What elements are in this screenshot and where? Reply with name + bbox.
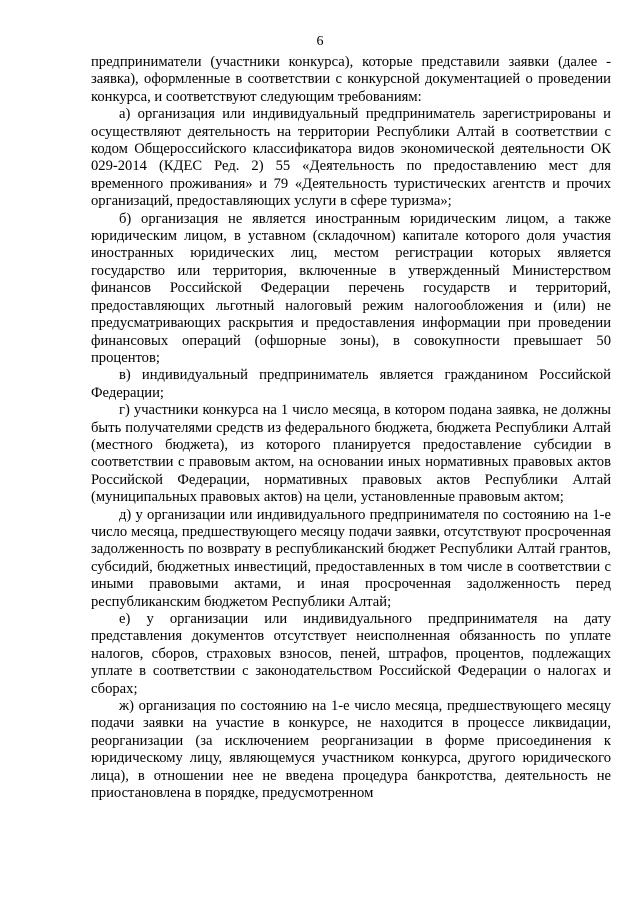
paragraph-intro: предприниматели (участники конкурса), которые представили заявки (далее - заявка), оформленные в соответствии с конкурсной документацией о проведении конкурса, и соответствуют следующим требованиям:	[91, 54, 611, 105]
paragraph-item-g: г) участники конкурса на 1 число месяца, в котором подана заявка, не должны быть получателями средств из федерального бюджета, бюджета Республики Алтай (местного бюджета), из которого планируется предоставление субсидии в соответствии с правовым актом, на основании иных нормативных правовых актов Российской Федерации, нормативных правовых актов Республики Алтай (муниципальных правовых актов) на цели, установленные правовым актом;	[91, 402, 611, 506]
document-body	[91, 54, 611, 802]
page-number: 6	[316, 34, 324, 49]
paragraph-item-zh: ж) организация по состоянию на 1-е число месяца, предшествующего месяцу подачи заявки на участие в конкурсе, не находится в процессе ликвидации, реорганизации (за исключением реорганизации в форме присоединения к юридическому лицу, являющемуся участником конкурса, другого юридического лица), в отношении нее не введена процедура банкротства, деятельность не приостановлена в порядке, предусмотренном	[91, 698, 611, 802]
paragraph-item-v: в) индивидуальный предприниматель является гражданином Российской Федерации;	[91, 367, 611, 401]
paragraph-item-a: а) организация или индивидуальный предприниматель зарегистрированы и осуществляют деятельность на территории Республики Алтай в соответствии с кодом Общероссийского классификатора видов экономической деятельности ОК 029-2014 (КДЕС Ред. 2) 55 «Деятельность по предоставлению мест для временного проживания» и 79 «Деятельность туристических агентств и прочих организаций, предоставляющих услуги в сфере туризма»;	[91, 106, 611, 210]
paragraph-item-d: д) у организации или индивидуального предпринимателя по состоянию на 1-е число месяца, предшествующего месяцу подачи заявки, отсутствуют просроченная задолженность по возврату в республиканский бюджет Республики Алтай грантов, субсидий, бюджетных инвестиций, предоставленных в том числе в соответствии с иными правовыми актами, и иная просроченная задолженность перед республиканским бюджетом Республики Алтай;	[91, 506, 611, 610]
paragraph-item-b: б) организация не является иностранным юридическим лицом, а также юридическим лицом, в уставном (складочном) капитале которого доля участия иностранных юридических лиц, местом регистрации которых является государство или территория, включенные в утвержденный Министерством финансов Российской Федерации перечень государств и территорий, предоставляющих льготный налоговый режим налогообложения и (или) не предусматривающих раскрытия и предоставления информации при проведении финансовых операций (офшорные зоны), в совокупности превышает 50 процентов;	[91, 210, 611, 366]
paragraph-item-e: е) у организации или индивидуального предпринимателя на дату представления документов отсутствует неисполненная обязанность по уплате налогов, сборов, страховых взносов, пеней, штрафов, процентов, подлежащих уплате в соответствии с законодательством Российской Федерации о налогах и сборах;	[91, 611, 611, 697]
